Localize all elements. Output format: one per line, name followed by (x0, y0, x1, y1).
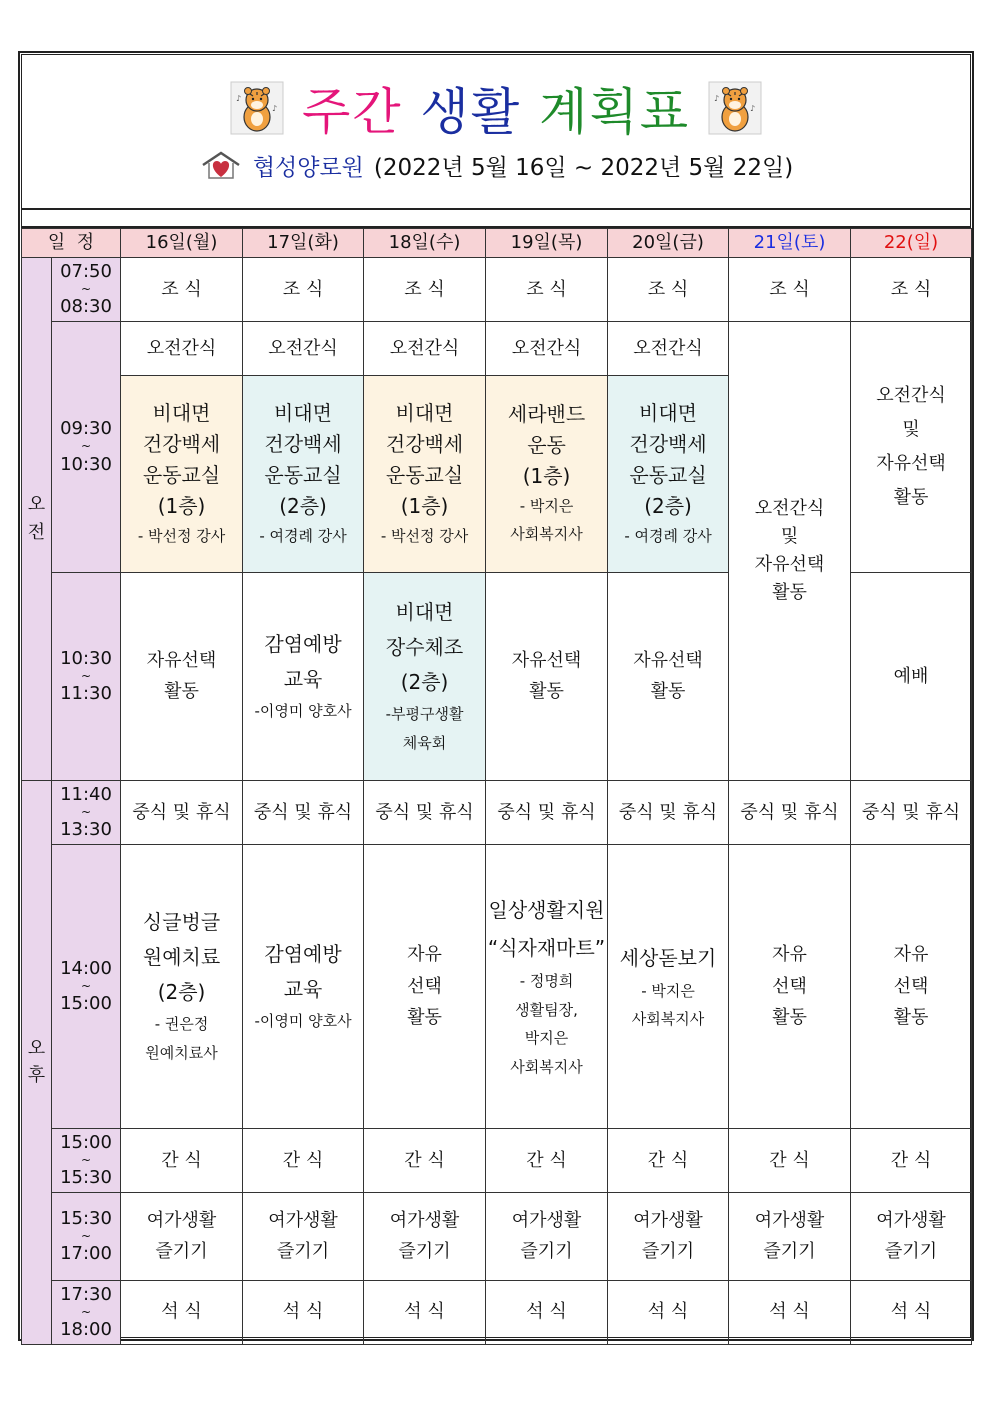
activity-cell: 중식 및 휴식 (243, 780, 364, 844)
title-word-3: 계획표 (539, 83, 691, 141)
activity-cell: 간 식 (243, 1128, 364, 1192)
activity-cell: 비대면 건강백세 운동교실 (2층) - 여경례 강사 (243, 375, 364, 572)
snack-row (22, 1128, 972, 1192)
activity-cell: 중식 및 휴식 (729, 780, 851, 844)
activity-cell: 간 식 (486, 1128, 608, 1192)
activity-cell: 조 식 (729, 258, 851, 322)
time-slot: 15:00 ~ 15:30 (52, 1128, 121, 1192)
activity-cell: 비대면 장수체조 (2층) -부평구생활 체육회 (364, 572, 486, 780)
svg-text:♪: ♪ (750, 104, 756, 113)
activity-cell: 조 식 (608, 258, 729, 322)
activity-cell: 감염예방 교육 -이영미 양호사 (243, 572, 364, 780)
activity-cell: 오전간식 (243, 321, 364, 375)
activity-cell: 석 식 (729, 1280, 851, 1344)
activity-cell: 세라밴드 운동 (1층) - 박지은 사회복지사 (486, 375, 608, 572)
period-label: 오 (27, 494, 46, 516)
activity-cell: 비대면 건강백세 운동교실 (2층) - 여경례 강사 (608, 375, 729, 572)
activity-cell: 자유 선택 활동 (851, 844, 972, 1128)
activity-cell: 간 식 (364, 1128, 486, 1192)
activity-cell: 자유선택 활동 (486, 572, 608, 780)
period-label: 후 (27, 1065, 46, 1087)
subtitle (0, 145, 992, 185)
organization-name: 협성양로원 (252, 154, 364, 181)
activity-cell: 오전간식 (121, 321, 243, 375)
activity-cell: 여가생활 즐기기 (608, 1192, 729, 1280)
time-slot: 07:50 ~ 08:30 (52, 258, 121, 322)
breakfast-row (22, 258, 972, 322)
activity-cell: 일상생활지원 “식자재마트” - 정명희 생활팀장, 박지은 사회복지사 (486, 844, 608, 1128)
activity-cell: 오전간식 (364, 321, 486, 375)
activity-cell: 간 식 (729, 1128, 851, 1192)
activity-cell: 간 식 (851, 1128, 972, 1192)
title-divider (21, 208, 971, 210)
activity-cell: 자유 선택 활동 (364, 844, 486, 1128)
activity-cell: 중식 및 휴식 (486, 780, 608, 844)
activity-cell: 중식 및 휴식 (608, 780, 729, 844)
time-slot: 10:30 ~ 11:30 (52, 572, 121, 780)
home-logo-icon (199, 150, 243, 180)
activity-cell: 간 식 (608, 1128, 729, 1192)
day-header: 16일(월) (121, 229, 243, 258)
activity-cell: 조 식 (364, 258, 486, 322)
activity-cell: 중식 및 휴식 (121, 780, 243, 844)
dinner-row (22, 1280, 972, 1344)
activity-cell: 세상돋보기 - 박지은 사회복지사 (608, 844, 729, 1128)
activity-cell: 조 식 (486, 258, 608, 322)
title-word-2: 생활 (420, 83, 522, 141)
activity-cell: 석 식 (851, 1280, 972, 1344)
activity-cell: 비대면 건강백세 운동교실 (1층) - 박선정 강사 (121, 375, 243, 572)
activity-cell: 석 식 (243, 1280, 364, 1344)
activity-cell-saturday-am: 오전간식 및 자유선택 활동 (729, 321, 851, 780)
activity-cell: 여가생활 즐기기 (121, 1192, 243, 1280)
time-slot: 15:30 ~ 17:00 (52, 1192, 121, 1280)
activity-cell: 중식 및 휴식 (851, 780, 972, 844)
activity-cell: 여가생활 즐기기 (364, 1192, 486, 1280)
day-header: 17일(화) (243, 229, 364, 258)
activity-cell: 석 식 (486, 1280, 608, 1344)
activity-cell: 간 식 (121, 1128, 243, 1192)
activity-cell: 자유선택 활동 (608, 572, 729, 780)
lunch-row (22, 780, 972, 844)
time-slot: 14:00 ~ 15:00 (52, 844, 121, 1128)
time-slot: 11:40 ~ 13:30 (52, 780, 121, 844)
afternoon-row (22, 844, 972, 1128)
activity-cell: 조 식 (851, 258, 972, 322)
activity-cell: 여가생활 즐기기 (729, 1192, 851, 1280)
activity-cell: 오전간식 (608, 321, 729, 375)
time-slot: 09:30 ~ 10:30 (52, 321, 121, 572)
activity-cell: 자유선택 활동 (121, 572, 243, 780)
activity-cell: 여가생활 즐기기 (243, 1192, 364, 1280)
time-slot: 17:30 ~ 18:00 (52, 1280, 121, 1344)
activity-cell: 비대면 건강백세 운동교실 (1층) - 박선정 강사 (364, 375, 486, 572)
period-am (22, 258, 52, 781)
schedule-label: 일 정 (22, 229, 121, 258)
activity-cell: 여가생활 즐기기 (851, 1192, 972, 1280)
activity-cell: 오전간식 (486, 321, 608, 375)
weekly-schedule-table (21, 228, 972, 1345)
activity-cell: 조 식 (243, 258, 364, 322)
activity-cell: 자유 선택 활동 (729, 844, 851, 1128)
title-word-1: 주간 (301, 83, 403, 141)
period-pm (22, 780, 52, 1344)
schedule-period: (2022년 5월 16일 ~ 2022년 5월 22일) (373, 154, 794, 181)
activity-cell: 여가생활 즐기기 (486, 1192, 608, 1280)
tiger-mascot-icon (708, 81, 762, 135)
header-row (22, 229, 972, 258)
activity-cell: 중식 및 휴식 (364, 780, 486, 844)
period-label: 오 (27, 1037, 46, 1059)
activity-cell: 석 식 (608, 1280, 729, 1344)
activity-cell: 석 식 (121, 1280, 243, 1344)
activity-cell-sunday-service: 예배 (851, 572, 972, 780)
activity-cell-sunday-am: 오전간식 및 자유선택 활동 (851, 321, 972, 572)
tiger-mascot-icon (230, 81, 284, 135)
page-title (0, 78, 992, 141)
svg-text:♪: ♪ (271, 104, 278, 113)
svg-text:♪: ♪ (235, 94, 242, 103)
day-header: 20일(금) (608, 229, 729, 258)
leisure-row (22, 1192, 972, 1280)
day-header-sunday: 22(일) (851, 229, 972, 258)
period-label: 전 (27, 521, 46, 543)
activity-cell: 조 식 (121, 258, 243, 322)
activity-cell: 싱글벙글 원예치료 (2층) - 권은정 원예치료사 (121, 844, 243, 1128)
day-header: 19일(목) (486, 229, 608, 258)
activity-cell: 감염예방 교육 -이영미 양호사 (243, 844, 364, 1128)
day-header: 18일(수) (364, 229, 486, 258)
activity-cell: 석 식 (364, 1280, 486, 1344)
svg-text:♪: ♪ (714, 94, 720, 103)
morning-snack-row (22, 321, 972, 375)
day-header-saturday: 21일(토) (729, 229, 851, 258)
